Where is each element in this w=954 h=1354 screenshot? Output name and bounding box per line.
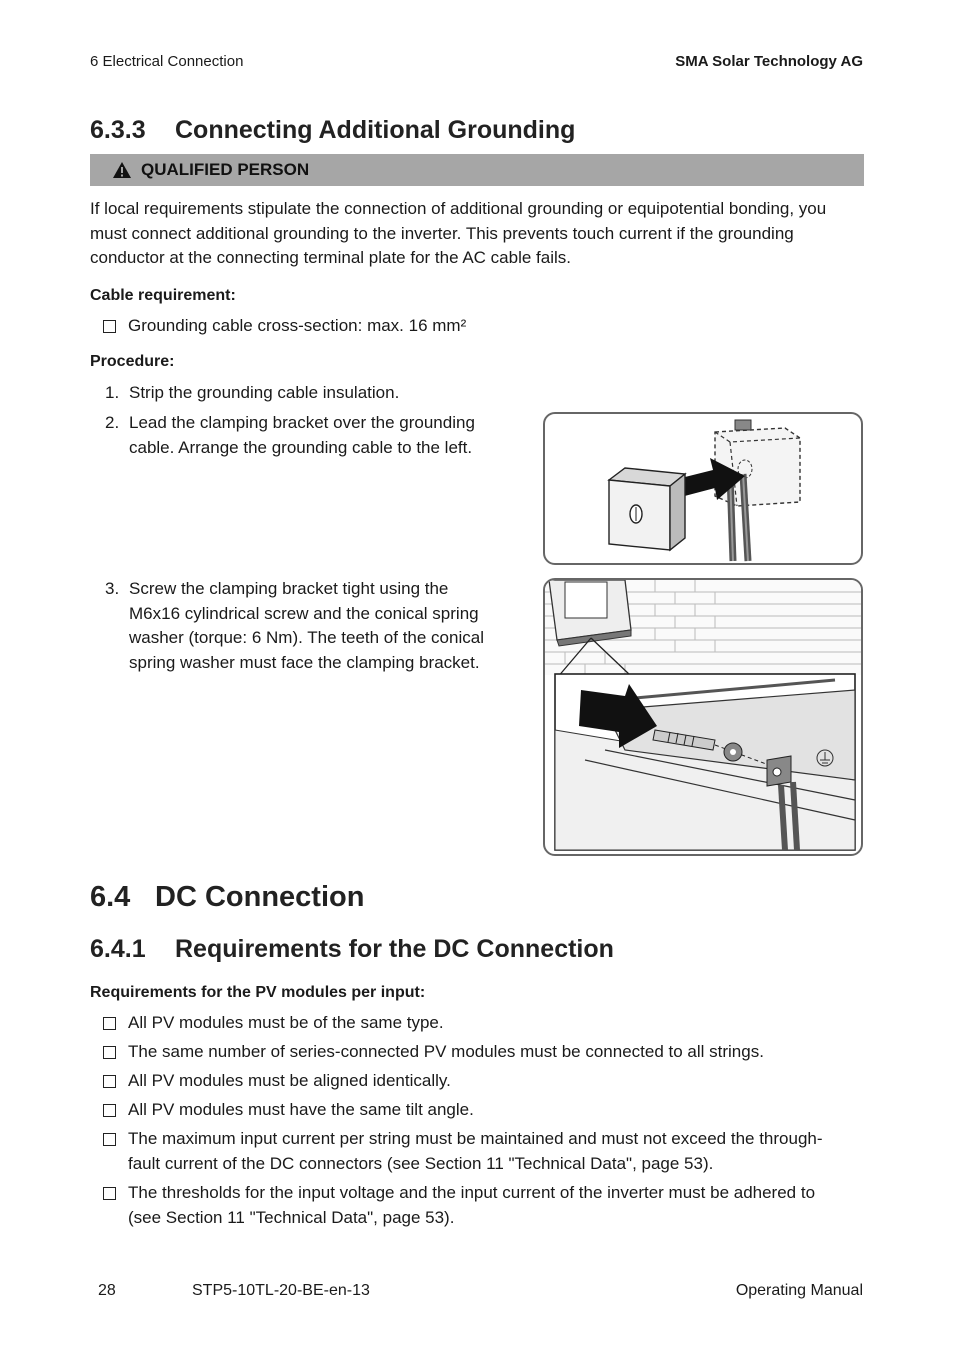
footer-doc-id: STP5-10TL-20-BE-en-13 <box>192 1282 370 1299</box>
section-title: Requirements for the DC Connection <box>175 935 614 963</box>
procedure-label: Procedure: <box>90 353 175 370</box>
requirement-text: fault current of the DC connectors (see Section 11 "Technical Data", page 53). <box>128 1153 714 1173</box>
section-number: 6.4 <box>90 881 131 913</box>
checkbox-icon <box>103 1133 116 1146</box>
step-text: cable. Arrange the grounding cable to the left. <box>129 437 473 457</box>
qualified-person-label: QUALIFIED PERSON <box>141 160 310 179</box>
section-title: DC Connection <box>155 881 365 913</box>
checkbox-icon <box>103 1017 116 1030</box>
step-text: Strip the grounding cable insulation. <box>129 383 400 402</box>
requirement-text: (see Section 11 "Technical Data", page 53). <box>128 1207 455 1227</box>
intro-line: If local requirements stipulate the connection of additional grounding or equipotential bonding, you <box>90 199 827 218</box>
requirements-label: Requirements for the PV modules per input: <box>90 984 426 1001</box>
requirement-text: All PV modules must have the same tilt angle. <box>128 1100 474 1119</box>
checkbox-icon <box>103 1104 116 1117</box>
step-text: Lead the clamping bracket over the grounding <box>129 413 475 432</box>
checkbox-icon <box>103 1075 116 1088</box>
section-heading-6-3-3 <box>90 116 575 145</box>
header-company: SMA Solar Technology AG <box>675 53 863 70</box>
step-number: 3. <box>105 579 120 598</box>
intro-line: conductor at the connecting terminal plate for the AC cable fails. <box>90 248 571 267</box>
section-heading-6-4-1 <box>90 935 614 964</box>
step-number: 1. <box>105 383 120 402</box>
figure-screw-bracket <box>543 578 863 856</box>
section-number: 6.4.1 <box>90 935 146 963</box>
requirement-text: All PV modules must be of the same type. <box>128 1013 444 1032</box>
checkbox-icon <box>103 320 116 333</box>
section-heading-6-4 <box>90 881 364 914</box>
section-number: 6.3.3 <box>90 116 146 144</box>
step-text: Screw the clamping bracket tight using the <box>129 579 449 598</box>
requirement-text: The maximum input current per string must be maintained and must not exceed the through- <box>128 1129 823 1148</box>
checkbox-icon <box>103 1187 116 1200</box>
header-chapter: 6 Electrical Connection <box>90 53 244 70</box>
requirement-text: The thresholds for the input voltage and the input current of the inverter must be adhered to <box>128 1183 816 1202</box>
intro-paragraph <box>90 197 865 271</box>
intro-line: must connect additional grounding to the inverter. This prevents touch current if the grounding <box>90 223 794 243</box>
step-text: M6x16 cylindrical screw and the conical spring <box>129 603 479 623</box>
footer-page-number: 28 <box>98 1282 116 1299</box>
footer-manual-name: Operating Manual <box>735 1282 863 1299</box>
requirement-text: The same number of series-connected PV modules must be connected to all strings. <box>128 1042 764 1061</box>
figure-clamping-bracket <box>543 412 863 565</box>
qualified-person-banner <box>90 154 864 186</box>
section-title: Connecting Additional Grounding <box>175 116 576 144</box>
step-text: spring washer must face the clamping bracket. <box>129 652 480 672</box>
requirement-text: All PV modules must be aligned identically. <box>128 1071 451 1090</box>
warning-icon <box>112 161 132 179</box>
cable-requirement-label: Cable requirement: <box>90 287 236 304</box>
step-text: washer (torque: 6 Nm). The teeth of the conical <box>129 628 484 647</box>
checkbox-icon <box>103 1046 116 1059</box>
screw-bracket-illustration <box>545 580 861 854</box>
clamping-bracket-illustration <box>545 414 861 563</box>
step-number: 2. <box>105 413 120 432</box>
cable-requirement-text: Grounding cable cross-section: max. 16 mm² <box>128 316 467 335</box>
